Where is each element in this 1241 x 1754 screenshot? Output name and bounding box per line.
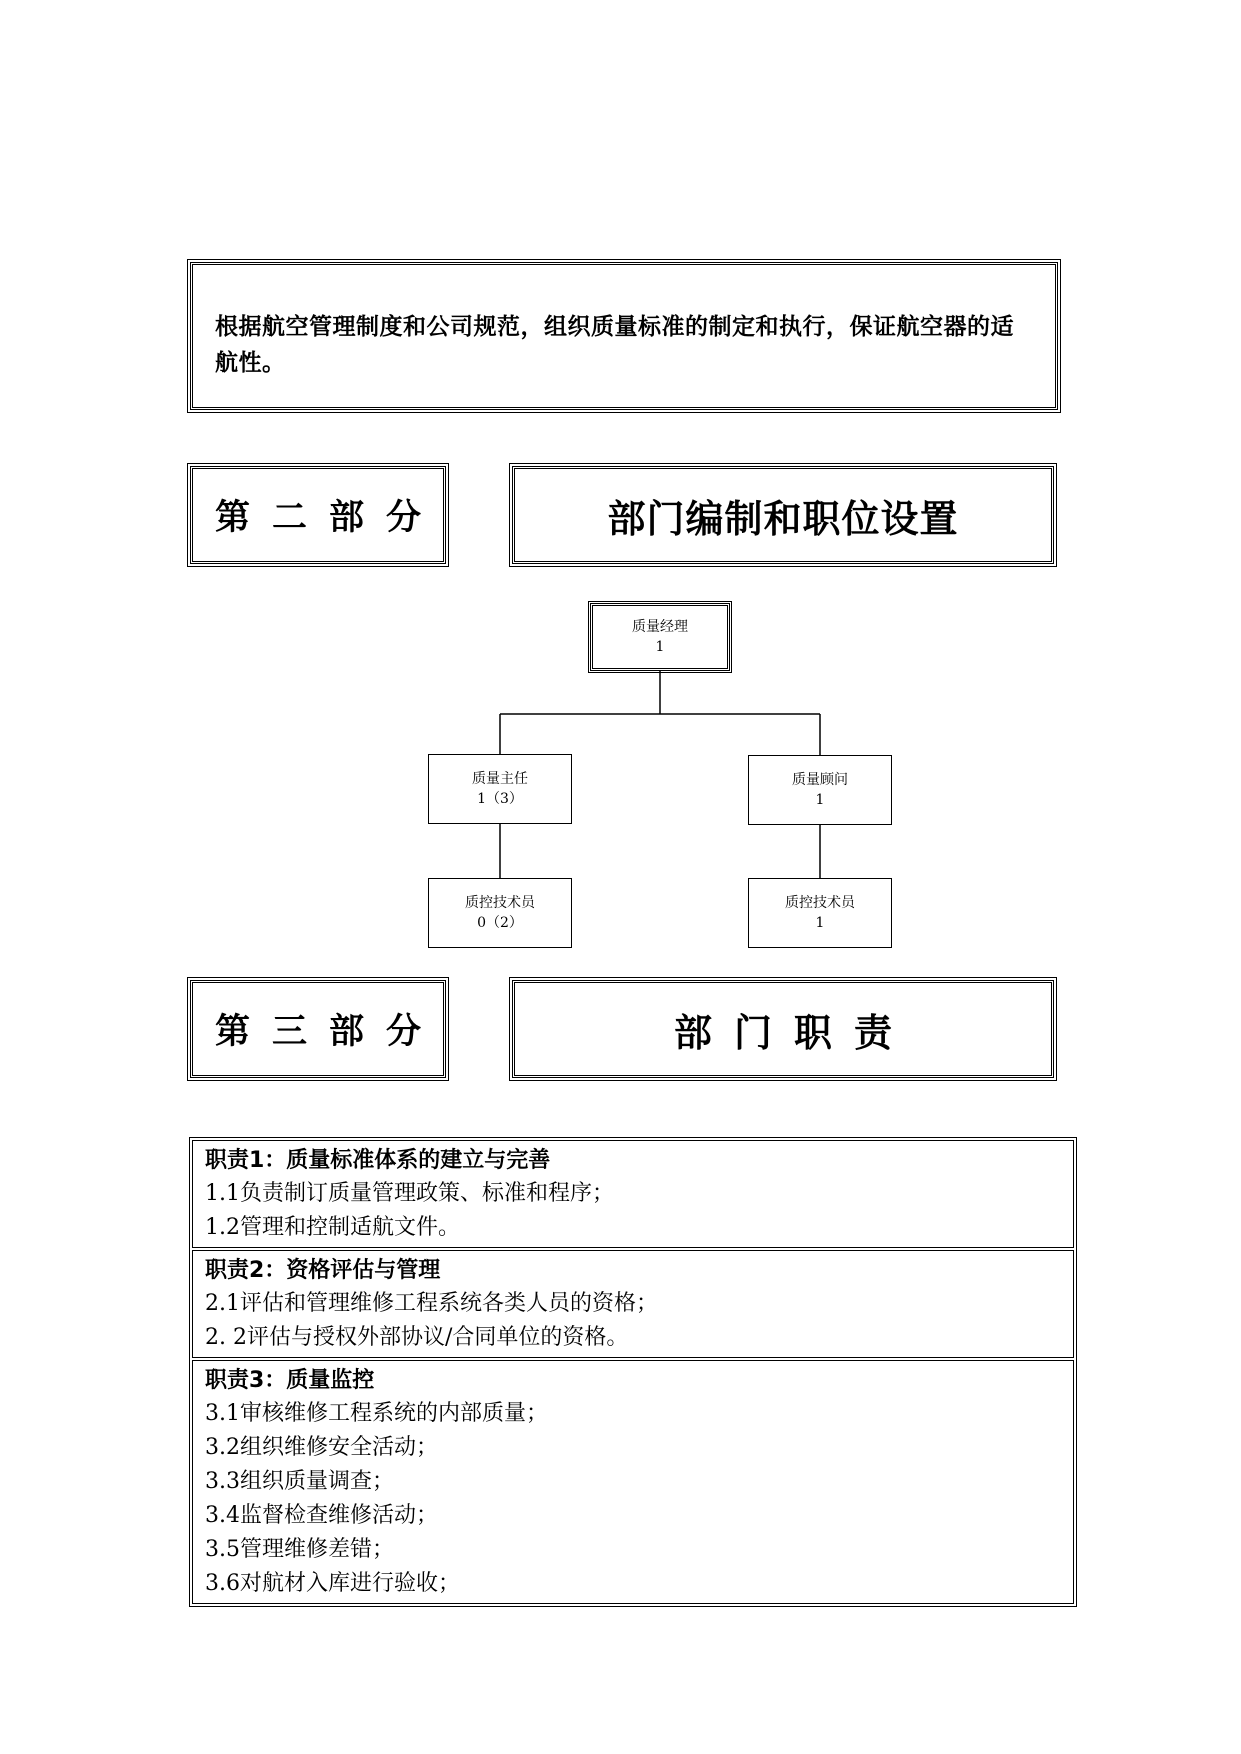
org-node-qc-technician-left — [428, 878, 572, 948]
org-node-quality-advisor — [748, 755, 892, 825]
duty-item: 3.6对航材入库进行验收； — [205, 1571, 460, 1596]
part3-title: 部门职责 — [512, 980, 1054, 1078]
node-title: 质控技术员 — [785, 895, 855, 911]
node-title: 质控技术员 — [465, 895, 535, 911]
node-count: 1（3） — [477, 791, 523, 807]
node-count: 0（2） — [477, 915, 523, 931]
duty-section-3 — [192, 1360, 1074, 1604]
org-node-qc-technician-right — [748, 878, 892, 948]
duty-item: 3.3组织质量调查； — [205, 1469, 394, 1494]
part3-label: 第三部分 — [190, 980, 446, 1078]
duty-item: 3.1审核维修工程系统的内部质量； — [205, 1401, 548, 1426]
node-title: 质量顾问 — [792, 772, 848, 788]
org-node-quality-manager — [590, 603, 730, 671]
duty-title: 职责2：资格评估与管理 — [205, 1258, 441, 1283]
duty-section-1 — [192, 1140, 1074, 1248]
node-count: 1 — [655, 639, 665, 655]
purpose-text: 根据航空管理制度和公司规范，组织质量标准的制定和执行，保证航空器的适航性。 — [215, 314, 1014, 376]
duty-item: 2.1评估和管理维修工程系统各类人员的资格； — [205, 1291, 658, 1316]
part2-label: 第二部分 — [190, 466, 446, 564]
node-title: 质量主任 — [472, 771, 528, 787]
duty-title: 职责1：质量标准体系的建立与完善 — [205, 1148, 551, 1173]
duty-title: 职责3：质量监控 — [205, 1368, 375, 1393]
org-node-quality-supervisor — [428, 754, 572, 824]
duty-section-2 — [192, 1250, 1074, 1358]
duty-item: 3.5管理维修差错； — [205, 1537, 394, 1562]
duty-item: 2. 2评估与授权外部协议/合同单位的资格。 — [205, 1325, 629, 1350]
duty-item: 1.2管理和控制适航文件。 — [205, 1215, 460, 1240]
duty-item: 3.2组织维修安全活动； — [205, 1435, 438, 1460]
duty-item: 3.4监督检查维修活动； — [205, 1503, 438, 1528]
node-count: 1 — [815, 915, 825, 931]
purpose-box — [190, 262, 1058, 410]
duties-table — [189, 1137, 1077, 1607]
node-title: 质量经理 — [632, 619, 688, 635]
part2-title: 部门编制和职位设置 — [512, 466, 1054, 564]
node-count: 1 — [815, 792, 825, 808]
duty-item: 1.1负责制订质量管理政策、标准和程序； — [205, 1181, 614, 1206]
